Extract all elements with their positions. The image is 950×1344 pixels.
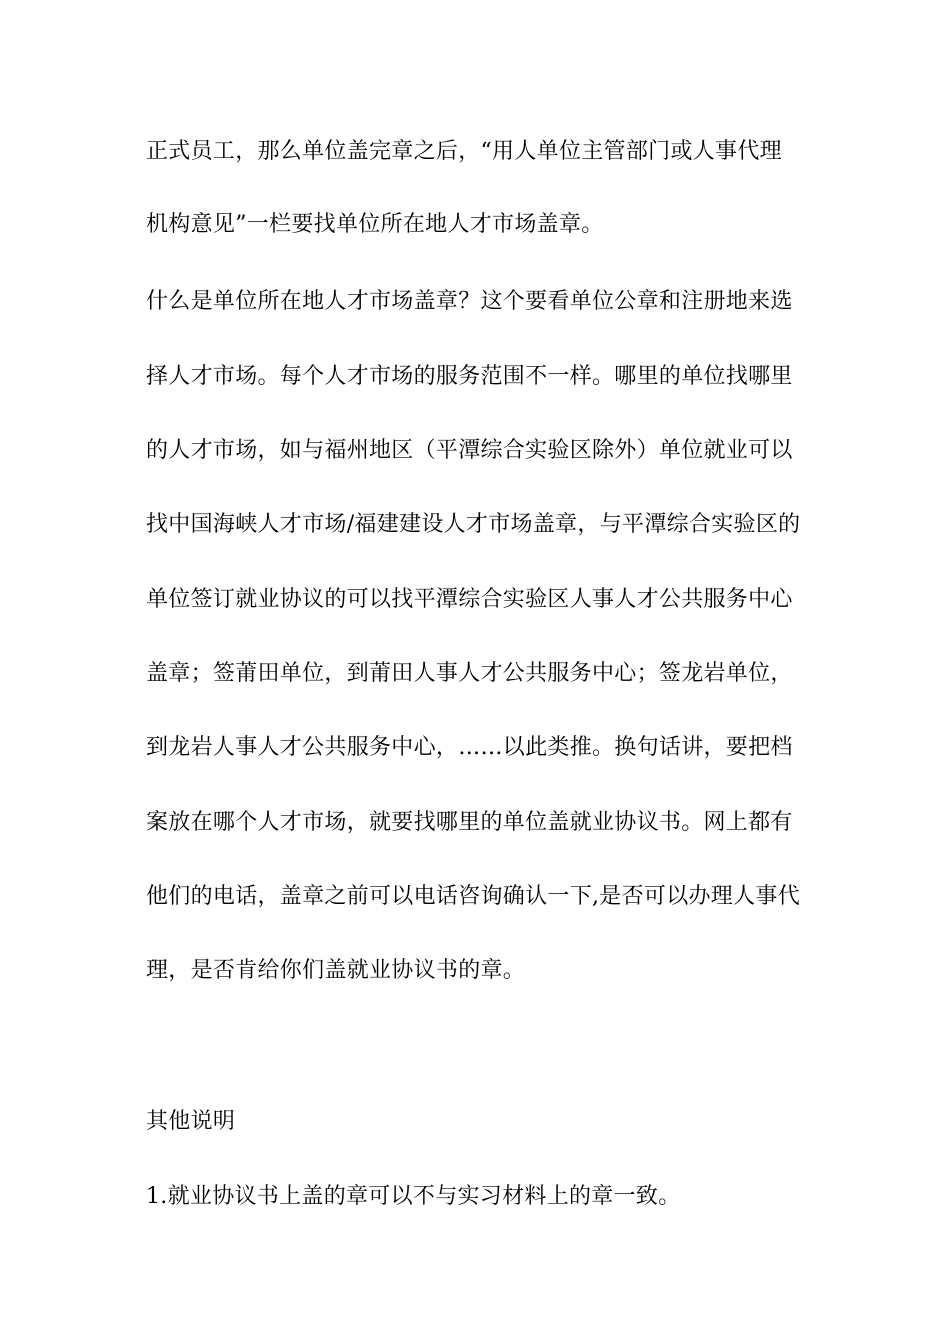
paragraph-line: 机构意见”一栏要找单位所在地人才市场盖章。 [146,212,604,237]
paragraph-line: 找中国海峡人才市场/福建建设人才市场盖章，与平潭综合实验区的 [146,512,801,537]
paragraph-line: 择人才市场。每个人才市场的服务范围不一样。哪里的单位找哪里 [146,364,793,389]
section-heading: 其他说明 [146,1109,236,1134]
paragraph-line: 盖章；签莆田单位，到莆田人事人才公共服务中心；签龙岩单位， [146,661,793,686]
paragraph-line: 什么是单位所在地人才市场盖章？这个要看单位公章和注册地来选 [146,289,793,314]
paragraph-line: 案放在哪个人才市场，就要找哪里的单位盖就业协议书。网上都有 [146,810,793,835]
paragraph-line: 单位签订就业协议的可以找平潭综合实验区人事人才公共服务中心 [146,587,793,612]
paragraph-line: 到龙岩人事人才公共服务中心，……以此类推。换句话讲，要把档 [146,735,793,760]
paragraph-line: 他们的电话，盖章之前可以电话咨询确认一下,是否可以办理人事代 [146,884,800,909]
paragraph-line: 的人才市场，如与福州地区（平潭综合实验区除外）单位就业可以 [146,438,793,463]
list-item: 1.就业协议书上盖的章可以不与实习材料上的章一致。 [146,1184,681,1209]
paragraph-line: 正式员工，那么单位盖完章之后，“用人单位主管部门或人事代理 [146,139,782,164]
paragraph-line: 理，是否肯给你们盖就业协议书的章。 [146,958,526,983]
